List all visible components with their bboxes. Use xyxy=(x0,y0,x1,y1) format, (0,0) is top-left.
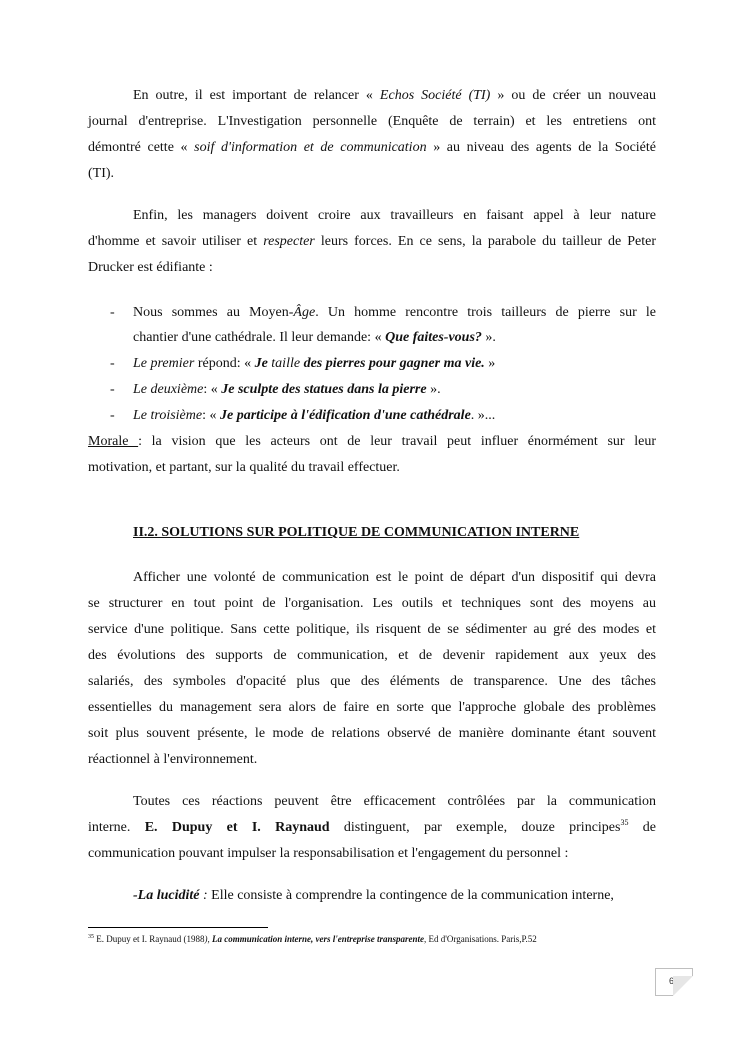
para3-line7: soit plus souvent présente, le mode de relations observé de manière dominante étant souvent xyxy=(88,726,656,741)
text: » au niveau des agents de la Société xyxy=(426,140,656,155)
speaker: Le deuxième xyxy=(133,382,204,397)
para1-line3 xyxy=(88,140,656,156)
italic-word: taille xyxy=(267,356,304,371)
page-number: 61 xyxy=(668,976,679,986)
text: d'homme et savoir utiliser et xyxy=(88,234,264,249)
text: répond: « xyxy=(194,356,255,371)
bullet-dash: - xyxy=(110,408,115,423)
quote-bold-italic: Je sculpte des statues dans la pierre xyxy=(221,382,427,397)
speaker: Le premier xyxy=(133,356,195,371)
morale-line1 xyxy=(88,434,656,450)
para5-line1 xyxy=(133,888,614,904)
para2-line1: Enfin, les managers doivent croire aux travailleurs en faisant appel à leur nature xyxy=(133,208,656,223)
para3-line8: réactionnel à l'environnement. xyxy=(88,752,258,767)
italic-word: Âge xyxy=(293,305,316,320)
text: chantier d'une cathédrale. Il leur demande: « xyxy=(133,330,386,345)
italic-word: respecter xyxy=(263,234,315,249)
morale-line2: motivation, et partant, sur la qualité du travail effectuer. xyxy=(88,460,400,475)
page-fold-icon xyxy=(673,976,693,996)
journal-title: Echos Société (TI) xyxy=(379,88,491,103)
bullet4 xyxy=(133,408,495,424)
text: E. Dupuy et I. Raynaud (1988 xyxy=(94,934,205,944)
bullet1-line1 xyxy=(133,305,656,321)
para4-line3: communication pouvant impulser la responsabilisation et l'engagement du personnel : xyxy=(88,846,569,861)
book-title: La communication interne, vers l'entreprise transparente xyxy=(211,934,424,944)
text: : « xyxy=(203,382,222,397)
morale-label: Morale xyxy=(88,434,139,449)
para3-line4: des évolutions des supports de communication, et de devenir rapidement aux yeux des xyxy=(88,648,656,663)
text: Elle consiste à comprendre la contingence de la communication interne, xyxy=(211,888,614,903)
quote-bold-italic: Je xyxy=(254,356,268,371)
text: ), xyxy=(204,934,212,944)
text: ». xyxy=(481,330,496,345)
text: de xyxy=(628,820,657,835)
bullet2 xyxy=(133,356,495,372)
authors-bold: E. Dupuy et I. Raynaud xyxy=(144,820,330,835)
para2-line3: Drucker est édifiante : xyxy=(88,260,213,275)
text: distinguent, par exemple, douze principes xyxy=(329,820,621,835)
para2-line2 xyxy=(88,234,656,250)
text: , Ed d'Organisations. Paris,P.52 xyxy=(424,934,537,944)
bullet-dash: - xyxy=(110,356,115,371)
quote-bold-italic: Je participe à l'édification d'une cathédrale xyxy=(219,408,471,423)
quote-bold-italic: des pierres pour gagner ma vie. xyxy=(303,356,485,371)
text: leurs forces. En ce sens, la parabole du tailleur de Peter xyxy=(314,234,656,249)
bullet-dash: - xyxy=(110,382,115,397)
section-heading: II.2. SOLUTIONS SUR POLITIQUE DE COMMUNICATION INTERNE xyxy=(133,525,580,540)
quote-bold-italic: Que faites-vous? xyxy=(385,330,482,345)
principle-title: -La lucidité xyxy=(133,888,200,903)
para1-line1 xyxy=(88,88,656,104)
speaker: Le troisième xyxy=(133,408,203,423)
para1-line2: journal d'entreprise. L'Investigation personnelle (Enquête de terrain) et les entretiens ont xyxy=(88,114,656,129)
page-number-box xyxy=(655,968,693,996)
text: : la vision que les acteurs ont de leur travail peut influer énormément sur leur xyxy=(138,434,656,449)
para3-line6: essentielles du management sera alors de faire en sorte que l'approche globale des problèmes xyxy=(88,700,656,715)
text: . »... xyxy=(470,408,496,423)
text: : « xyxy=(202,408,220,423)
bullet-dash: - xyxy=(110,305,115,320)
footnote-ref[interactable]: 35 xyxy=(620,818,629,827)
text: démontré cette « xyxy=(88,140,195,155)
para4-line2 xyxy=(88,820,656,836)
footnote xyxy=(88,934,537,944)
para3-line3: service d'une politique. Sans cette politique, ils risquent de se sédimenter au gré des modes et xyxy=(88,622,656,637)
text: » ou de créer un nouveau xyxy=(490,88,656,103)
text: . Un homme rencontre trois tailleurs de pierre sur le xyxy=(315,305,656,320)
text: En outre, il est important de relancer « xyxy=(133,88,380,103)
text: » xyxy=(484,356,496,371)
quote-italic: soif d'information et de communication xyxy=(194,140,427,155)
text: Nous sommes au Moyen- xyxy=(133,305,294,320)
footnote-separator xyxy=(88,927,268,928)
para3-line1: Afficher une volonté de communication est le point de départ d'un dispositif qui devra xyxy=(133,570,656,585)
para1-line4: (TI). xyxy=(88,166,115,181)
text: : xyxy=(199,888,212,903)
para3-line5: salariés, des symboles d'opacité plus que des éléments de transparence. Une des tâches xyxy=(88,674,656,689)
text: ». xyxy=(426,382,441,397)
text: interne. xyxy=(88,820,145,835)
para3-line2: se structurer en tout point de l'organisation. Les outils et techniques sont des moyens au xyxy=(88,596,656,611)
para4-line1: Toutes ces réactions peuvent être efficacement contrôlées par la communication xyxy=(133,794,656,809)
bullet3 xyxy=(133,382,441,398)
footnote-number: 35 xyxy=(88,934,94,940)
bullet1-line2 xyxy=(133,330,496,346)
